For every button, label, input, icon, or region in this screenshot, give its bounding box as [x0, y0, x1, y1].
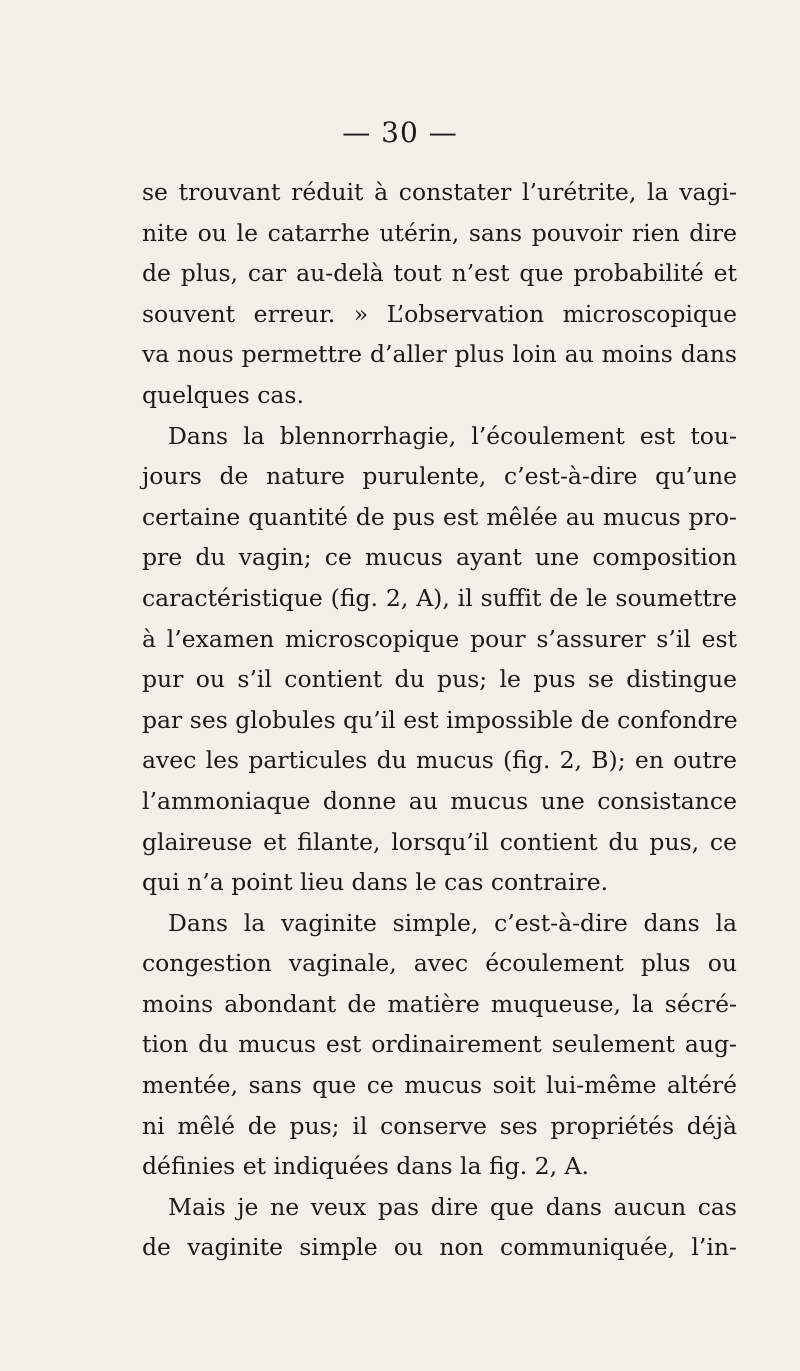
text-line: l’ammoniaque donne au mucus une consistance [142, 786, 737, 815]
text-line: congestion vaginale, avec écoulement plus ou [142, 949, 737, 978]
text-line: Dans la blennorrhagie, l’écoulement est tou- [168, 421, 737, 450]
text-line: avec les particules du mucus (fig. 2, B); en outre [142, 746, 737, 775]
text-line: pre du vagin; ce mucus ayant une composition [142, 543, 737, 572]
text-line: se trouvant réduit à constater l’urétrite, la vagi- [142, 178, 737, 206]
text-line: quelques cas. [142, 380, 304, 409]
text-line: Dans la vaginite simple, c’est-à-dire dans la [168, 908, 737, 937]
text-line: souvent erreur. » L’observation microscopique [142, 299, 737, 328]
text-line: pur ou s’il contient du pus; le pus se distingue [142, 665, 737, 694]
text-line: jours de nature purulente, c’est-à-dire qu’une [142, 462, 737, 491]
text-line: caractéristique (fig. 2, A), il suffit de le soumettre [142, 583, 737, 612]
text-line: ni mêlé de pus; il conserve ses propriétés déjà [142, 1111, 737, 1140]
body-text [142, 172, 737, 1268]
text-line: Mais je ne veux pas dire que dans aucun cas [168, 1192, 737, 1221]
text-line: de vaginite simple ou non communiquée, l’in- [142, 1233, 737, 1262]
page-number: — 30 — [342, 116, 458, 149]
text-line: qui n’a point lieu dans le cas contraire. [142, 868, 609, 897]
text-line: nite ou le catarrhe utérin, sans pouvoir rien dire [142, 218, 737, 247]
text-line: par ses globules qu’il est impossible de confondre [142, 705, 738, 734]
text-line: définies et indiquées dans la fig. 2, A. [142, 1152, 589, 1181]
text-line: certaine quantité de pus est mêlée au mucus pro- [142, 502, 737, 531]
text-line: à l’examen microscopique pour s’assurer s’il est [142, 624, 737, 653]
text-line: moins abondant de matière muqueuse, la sécré- [142, 989, 737, 1018]
text-line: tion du mucus est ordinairement seulement aug- [142, 1030, 737, 1059]
text-line: mentée, sans que ce mucus soit lui-même altéré [142, 1071, 737, 1100]
text-line: glaireuse et filante, lorsqu’il contient du pus, ce [142, 827, 737, 856]
text-line: va nous permettre d’aller plus loin au moins dans [142, 340, 737, 369]
text-line: de plus, car au-delà tout n’est que probabilité et [142, 259, 737, 288]
